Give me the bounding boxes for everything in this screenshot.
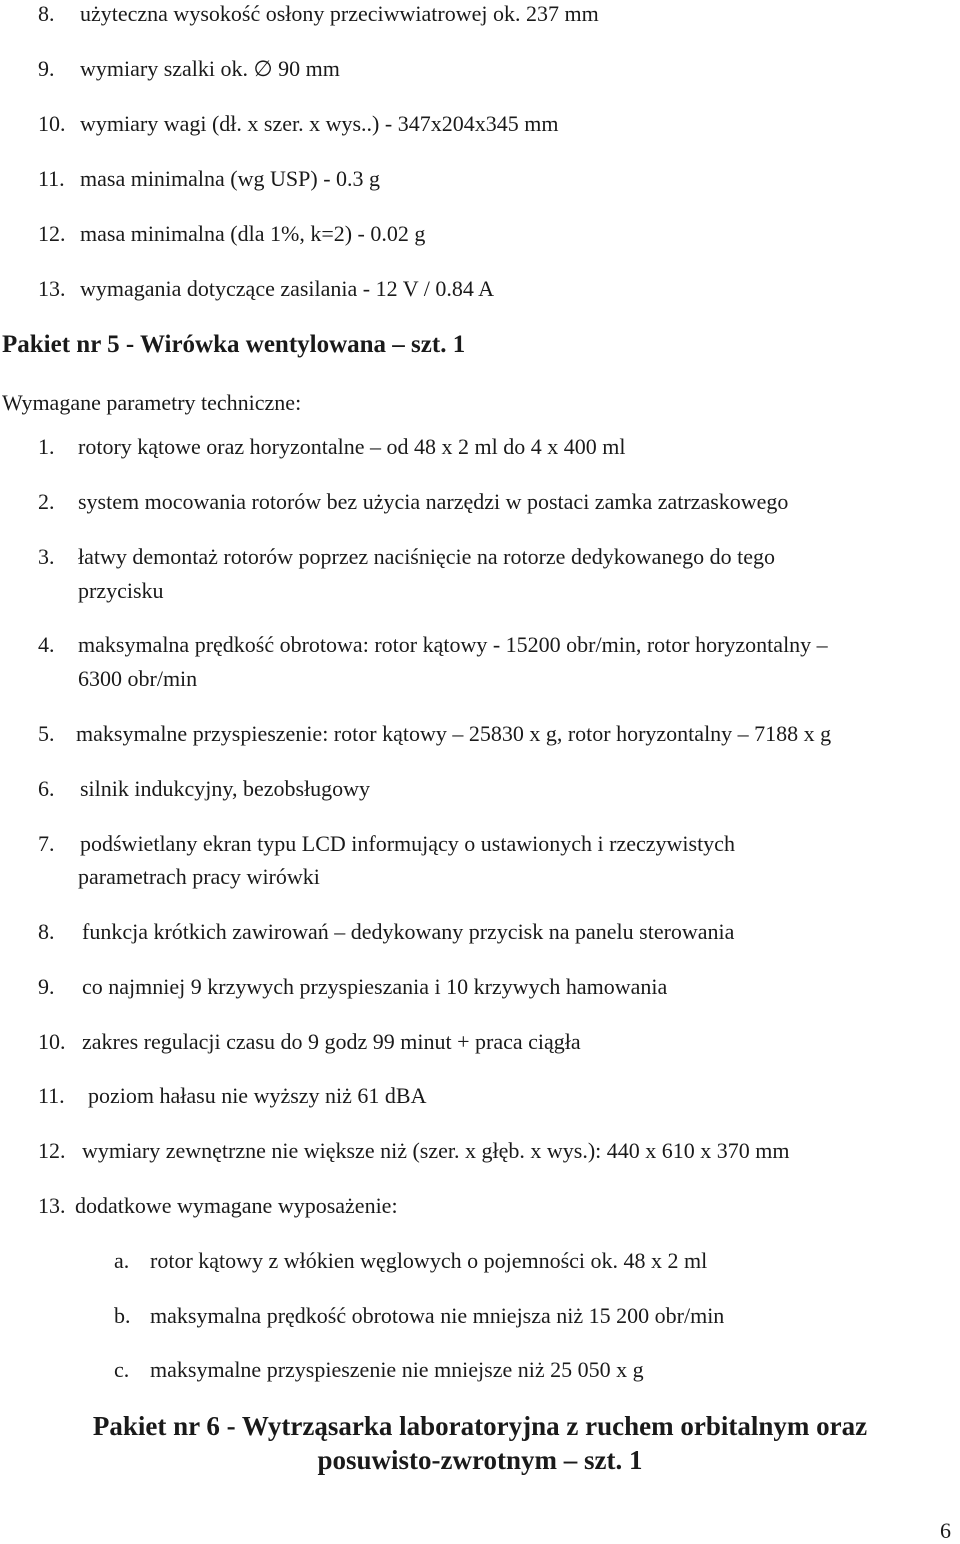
item-number: 7. — [38, 831, 55, 856]
item-number: 9. — [38, 974, 55, 999]
item-text: maksymalna prędkość obrotowa nie mniejsza niż 15 200 obr/min — [150, 1303, 725, 1328]
item-number: 9. — [38, 56, 55, 81]
package5-title: Pakiet nr 5 - Wirówka wentylowana – szt. 1 — [2, 331, 466, 358]
item-number: 8. — [38, 1, 55, 26]
item-number: 2. — [38, 489, 55, 514]
item-number: 12. — [38, 1138, 66, 1163]
item-text: maksymalna prędkość obrotowa: rotor kątowy - 15200 obr/min, rotor horyzontalny – — [78, 632, 828, 657]
item-text: dodatkowe wymagane wyposażenie: — [75, 1193, 398, 1218]
item-letter: c. — [114, 1357, 130, 1382]
item-number: 13. — [38, 276, 66, 301]
item-number: 12. — [38, 221, 66, 246]
item-text: zakres regulacji czasu do 9 godz 99 minut + praca ciągła — [82, 1029, 581, 1054]
item-number: 13. — [38, 1193, 66, 1218]
item-number: 8. — [38, 919, 55, 944]
item-text: masa minimalna (dla 1%, k=2) - 0.02 g — [80, 221, 426, 246]
item-text: maksymalne przyspieszenie: rotor kątowy – 25830 x g, rotor horyzontalny – 7188 x g — [76, 721, 832, 746]
item-text-continuation: przycisku — [78, 578, 164, 603]
item-text: wymiary wagi (dł. x szer. x wys..) - 347x204x345 mm — [80, 111, 559, 136]
item-number: 1. — [38, 434, 55, 459]
item-number: 4. — [38, 632, 55, 657]
item-number: 10. — [38, 111, 66, 136]
item-text: rotor kątowy z włókien węglowych o pojemności ok. 48 x 2 ml — [150, 1248, 708, 1273]
item-number: 11. — [38, 166, 65, 191]
item-text: co najmniej 9 krzywych przyspieszania i 10 krzywych hamowania — [82, 974, 668, 999]
item-number: 3. — [38, 544, 55, 569]
item-text: funkcja krótkich zawirowań – dedykowany przycisk na panelu sterowania — [82, 919, 735, 944]
item-number: 10. — [38, 1029, 66, 1054]
item-text: wymiary szalki ok. ∅ 90 mm — [80, 56, 340, 81]
item-number: 5. — [38, 721, 55, 746]
item-letter: a. — [114, 1248, 130, 1273]
item-text-continuation: 6300 obr/min — [78, 666, 198, 691]
item-text: wymagania dotyczące zasilania - 12 V / 0.84 A — [80, 276, 495, 301]
item-text: masa minimalna (wg USP) - 0.3 g — [80, 166, 381, 191]
item-text: maksymalne przyspieszenie nie mniejsze niż 25 050 x g — [150, 1357, 644, 1382]
package6-title-line1: Pakiet nr 6 - Wytrząsarka laboratoryjna z ruchem orbitalnym oraz — [92, 1411, 868, 1441]
item-text: system mocowania rotorów bez użycia narzędzi w postaci zamka zatrzaskowego — [78, 489, 789, 514]
package6-title-line2: posuwisto-zwrotnym – szt. 1 — [317, 1445, 643, 1475]
item-letter: b. — [114, 1303, 131, 1328]
item-text: użyteczna wysokość osłony przeciwwiatrowej ok. 237 mm — [80, 1, 599, 26]
item-text: podświetlany ekran typu LCD informujący o ustawionych i rzeczywistych — [80, 831, 735, 856]
item-number: 6. — [38, 776, 55, 801]
item-text: łatwy demontaż rotorów poprzez naciśnięcie na rotorze dedykowanego do tego — [78, 544, 776, 569]
item-text-continuation: parametrach pracy wirówki — [78, 864, 320, 889]
item-text: wymiary zewnętrzne nie większe niż (szer. x głęb. x wys.): 440 x 610 x 370 mm — [82, 1138, 790, 1163]
page-number: 6 — [940, 1518, 951, 1543]
package5-subtitle: Wymagane parametry techniczne: — [2, 390, 302, 415]
item-text: silnik indukcyjny, bezobsługowy — [80, 776, 371, 801]
item-text: rotory kątowe oraz horyzontalne – od 48 x 2 ml do 4 x 400 ml — [78, 434, 626, 459]
item-text: poziom hałasu nie wyższy niż 61 dBA — [88, 1083, 427, 1108]
item-number: 11. — [38, 1083, 65, 1108]
